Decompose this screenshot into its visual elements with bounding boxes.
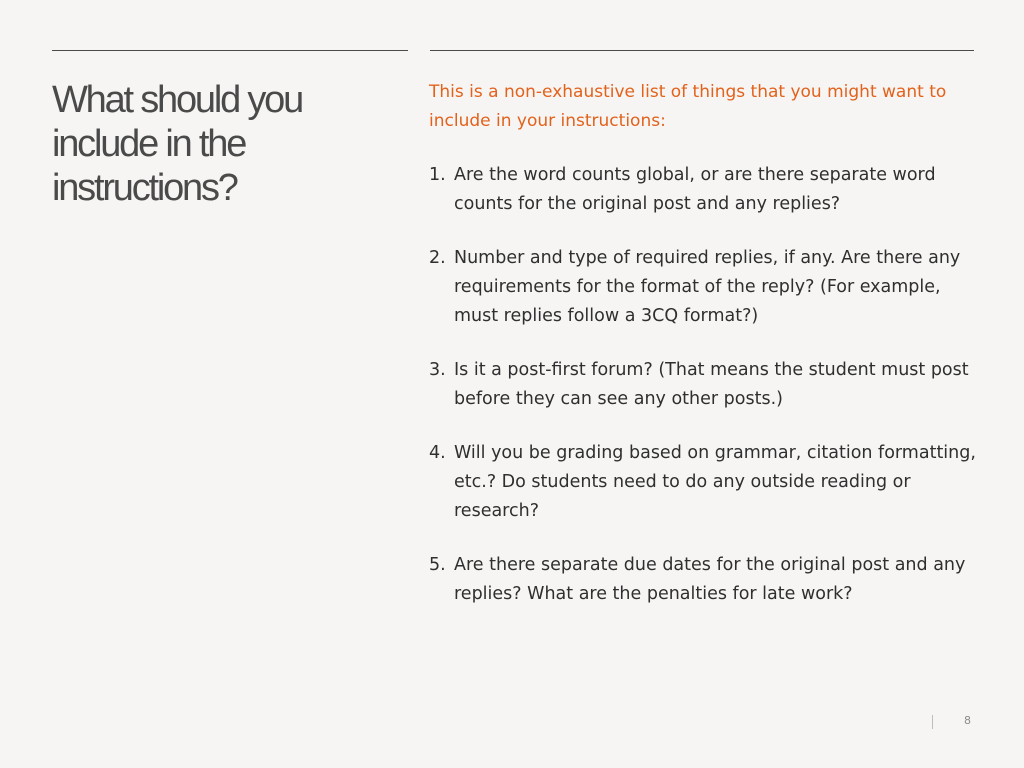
header-rule-right	[430, 50, 974, 51]
list-item	[429, 356, 977, 414]
list-item-number: 4.	[429, 443, 446, 463]
list-item-number: 5.	[429, 555, 446, 575]
list-item-number: 3.	[429, 360, 446, 380]
list-item-text: Is it a post-first forum? (That means the student must post before they can see any other posts.)	[454, 360, 969, 409]
slide-title: What should you include in the instructions?	[52, 79, 303, 209]
list-item	[429, 439, 977, 526]
intro-text: This is a non-exhaustive list of things that you might want to include in your instructions:	[429, 82, 947, 131]
footer-divider	[932, 715, 933, 729]
list-item-number: 1.	[429, 165, 446, 185]
list-item	[429, 551, 977, 609]
list-item-text: Are there separate due dates for the original post and any replies? What are the penalties for late work?	[454, 555, 966, 604]
list-item-text: Number and type of required replies, if any. Are there any requirements for the format of the reply? (For example, must replies follow a 3CQ format?)	[454, 248, 961, 326]
list-item	[429, 244, 977, 331]
page-number: 8	[964, 714, 971, 727]
list-item-number: 2.	[429, 248, 446, 268]
list-item-text: Are the word counts global, or are there separate word counts for the original post and any replies?	[454, 165, 936, 214]
list-item	[429, 161, 977, 219]
header-rule-left	[52, 50, 408, 51]
list-item-text: Will you be grading based on grammar, citation formatting, etc.? Do students need to do any outside reading or research?	[454, 443, 976, 521]
slide-content	[429, 78, 977, 634]
instruction-list	[429, 161, 977, 609]
